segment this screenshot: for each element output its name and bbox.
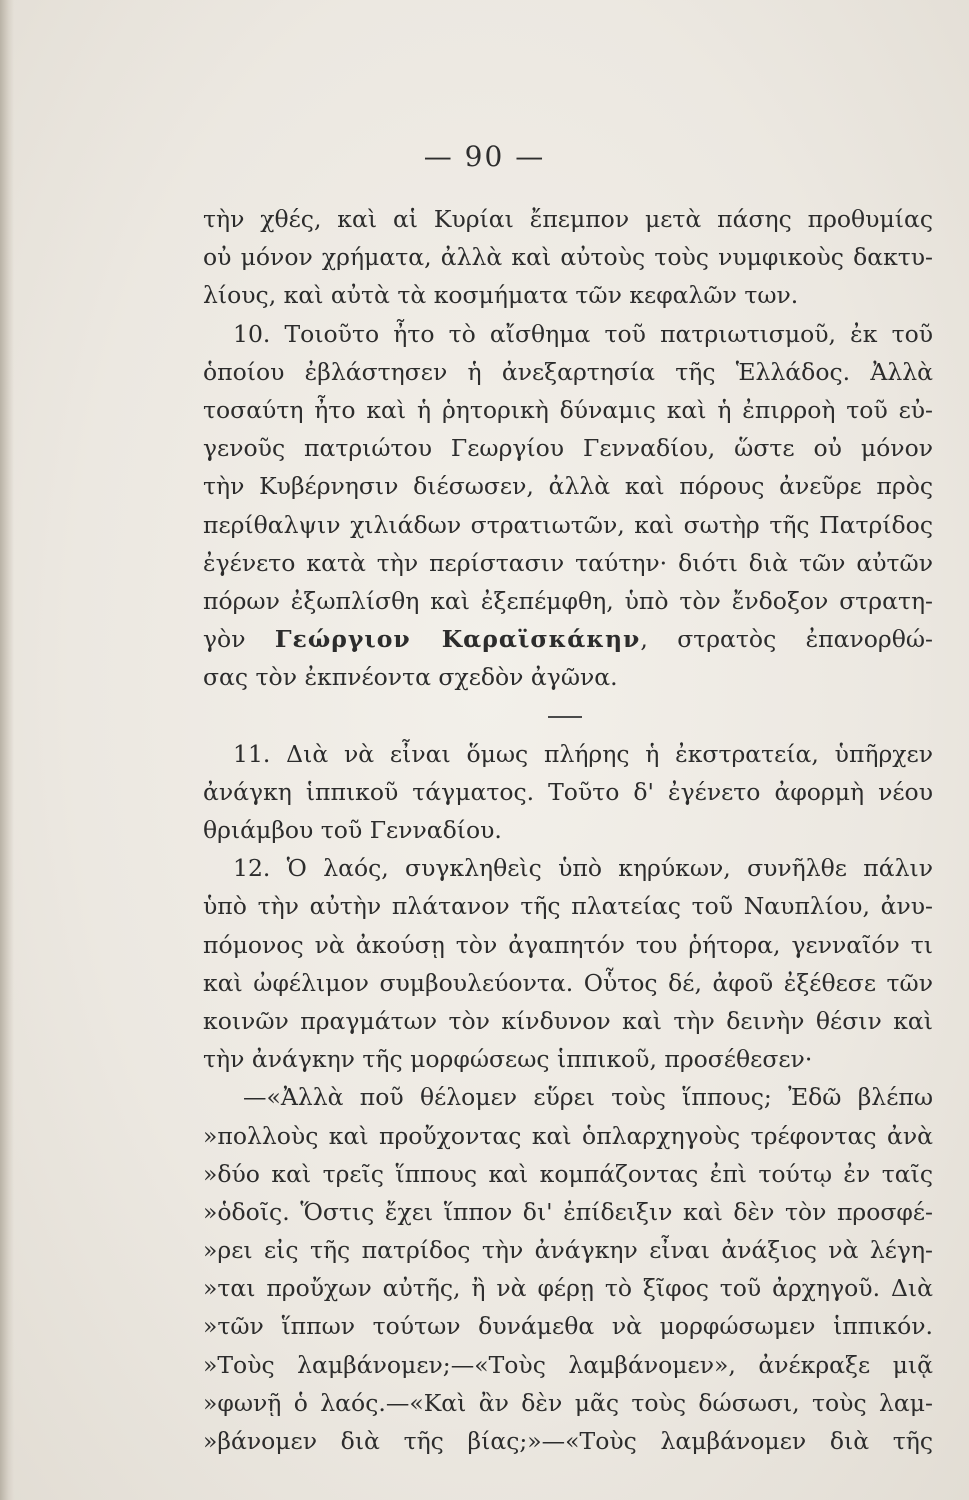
text-line: τοσαύτη ἦτο καὶ ἡ ῥητορικὴ δύναμις καὶ ἡ ἐπιρροὴ τοῦ εὐ- [203, 395, 933, 424]
text-line: ἀνάγκη ἱππικοῦ τάγματος. Τοῦτο δ' ἐγένετο ἀφορμὴ νέου [203, 777, 933, 806]
text-line: ἐγένετο κατὰ τὴν περίστασιν ταύτην· διότι διὰ τῶν αὐτῶν [203, 548, 933, 577]
text-line: σας τὸν ἐκπνέοντα σχεδὸν ἀγῶνα. [203, 663, 618, 692]
text-line: τὴν χθές, καὶ αἱ Κυρίαι ἔπεμπον μετὰ πάσης προθυμίας [203, 205, 933, 233]
section-divider [203, 696, 933, 734]
text-line: ὁποίου ἐβλάστησεν ἡ ἀνεξαρτησία τῆς Ἑλλάδος. Ἀλλὰ [203, 357, 933, 386]
text-line: θριάμβου τοῦ Γενναδίου. [203, 816, 502, 844]
text-line: κοινῶν πραγμάτων τὸν κίνδυνον καὶ τὴν δεινὴν θέσιν καὶ [203, 1006, 933, 1035]
text-line: καὶ ὠφέλιμον συμβουλεύοντα. Οὗτος δέ, ἀφοῦ ἐξέθεσε τῶν [203, 968, 933, 997]
paragraph-10-start: 10. Τοιοῦτο ἦτο τὸ αἴσθημα τοῦ πατριωτισμοῦ, ἐκ τοῦ [233, 319, 933, 348]
text-line: πόμονος νὰ ἀκούσῃ τὸν ἀγαπητόν του ῥήτορα, γενναῖόν τι [203, 930, 933, 959]
text-line: ὑπὸ τὴν αὐτὴν πλάτανον τῆς πλατείας τοῦ Ναυπλίου, ἀνυ- [203, 892, 933, 921]
text-line-with-name [203, 620, 933, 658]
text-line: »φωνῇ ὁ λαός.—«Καὶ ἂν δὲν μᾶς τοὺς δώσωσι, τοὺς λαμ- [203, 1388, 933, 1417]
text-line: γενοῦς πατριώτου Γεωργίου Γενναδίου, ὥστε οὐ μόνον [203, 434, 933, 463]
text-line: τὴν ἀνάγκην τῆς μορφώσεως ἱππικοῦ, προσέθεσεν· [203, 1045, 813, 1074]
bold-name-karaiskakis: Γεώργιον Καραϊσκάκην [274, 625, 641, 654]
text-line: »ὁδοῖς. Ὅστις ἔχει ἵππον δι' ἐπίδειξιν καὶ δὲν τὸν προσφέ- [203, 1197, 933, 1226]
text-line: οὐ μόνον χρήματα, ἀλλὰ καὶ αὐτοὺς τοὺς νυμφικοὺς δακτυ- [203, 243, 933, 272]
text-line: πόρων ἐξωπλίσθη καὶ ἐξεπέμφθη, ὑπὸ τὸν ἔνδοξον στρατη- [203, 586, 933, 615]
text-line: »δύο καὶ τρεῖς ἵππους καὶ κομπάζοντας ἐπὶ τούτῳ ἐν ταῖς [203, 1159, 933, 1188]
text-line: »πολλοὺς καὶ προὔχοντας καὶ ὁπλαρχηγοὺς τρέφοντας ἀνὰ [203, 1121, 933, 1150]
text-line: τὴν Κυβέρνησιν διέσωσεν, ἀλλὰ καὶ πόρους ἀνεῦρε πρὸς [203, 472, 933, 501]
text-fragment: γὸν [203, 625, 246, 654]
page-spine-shadow [0, 0, 14, 1500]
speech-start: —«Ἀλλὰ ποῦ θέλομεν εὕρει τοὺς ἵππους; Ἐδῶ βλέπω [243, 1083, 933, 1112]
divider-rule [548, 716, 582, 718]
body-text [203, 200, 933, 1460]
text-line: »ται προὔχων αὐτῆς, ἢ νὰ φέρῃ τὸ ξῖφος τοῦ ἀρχηγοῦ. Διὰ [203, 1274, 933, 1303]
text-line: περίθαλψιν χιλιάδων στρατιωτῶν, καὶ σωτὴρ τῆς Πατρίδος [203, 510, 933, 539]
text-line: λίους, καὶ αὐτὰ τὰ κοσμήματα τῶν κεφαλῶν των. [203, 281, 799, 310]
text-fragment: , στρατὸς ἐπανορθώ- [640, 625, 933, 654]
paragraph-11-start: 11. Διὰ νὰ εἶναι ὅμως πλήρης ἡ ἐκστρατεία, ὑπῆρχεν [233, 739, 933, 768]
text-line: »ρει εἰς τῆς πατρίδος τὴν ἀνάγκην εἶναι ἀνάξιος νὰ λέγη- [203, 1236, 933, 1265]
page-number: — 90 — [423, 140, 546, 173]
text-line: »βάνομεν διὰ τῆς βίας;»—«Τοὺς λαμβάνομεν διὰ τῆς [203, 1427, 933, 1455]
text-line: »τῶν ἵππων τούτων δυνάμεθα νὰ μορφώσωμεν ἱππικόν. [203, 1312, 933, 1341]
paragraph-12-start: 12. Ὁ λαός, συγκληθεὶς ὑπὸ κηρύκων, συνῆλθε πάλιν [233, 854, 933, 883]
text-line: »Τοὺς λαμβάνομεν;—«Τοὺς λαμβάνομεν», ἀνέκραξε μιᾷ [203, 1350, 933, 1379]
